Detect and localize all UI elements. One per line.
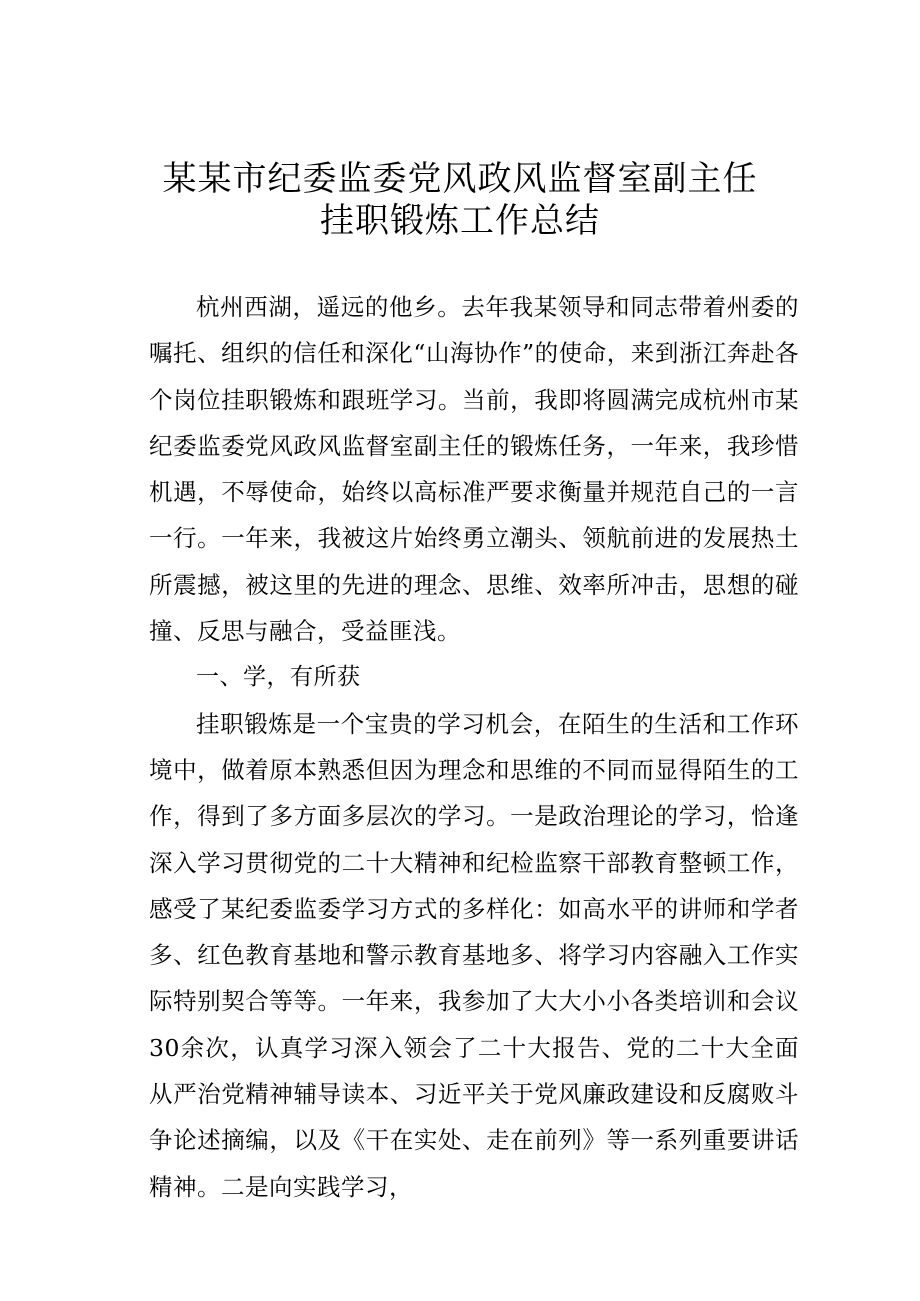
document-title-line-1: 某某市纪委监委党风政风监督室副主任 [162,159,758,199]
document-title-line-2: 挂职锻炼工作总结 [320,201,600,241]
document-body [149,284,799,1210]
learning-paragraph: 挂职锻炼是一个宝贵的学习机会，在陌生的生活和工作环境中，做着原本熟悉但因为理念和思维的不同而显得陌生的工作，得到了多方面多层次的学习。一是政治理论的学习，恰逢深入学习贯彻党的二十大精神和纪检监察干部教育整顿工作，感受了某纪委监委学习方式的多样化：如高水平的讲师和学者多、红色教育基地和警示教育基地多、将学习内容融入工作实际特别契合等等。一年来，我参加了大大小小各类培训和会议30余次，认真学习深入领会了二十大报告、党的二十大全面从严治党精神辅导读本、习近平关于党风廉政建设和反腐败斗争论述摘编，以及《干在实处、走在前列》等一系列重要讲话精神。二是向实践学习， [149,709,799,1201]
intro-paragraph: 杭州西湖，遥远的他乡。去年我某领导和同志带着州委的嘱托、组织的信任和深化“山海协作”的使命，来到浙江奔赴各个岗位挂职锻炼和跟班学习。当前，我即将圆满完成杭州市某纪委监委党风政风监督室副主任的锻炼任务，一年来，我珍惜机遇，不辱使命，始终以高标准严要求衡量并规范自己的一言一行。一年来，我被这片始终勇立潮头、领航前进的发展热土所震撼，被这里的先进的理念、思维、效率所冲击，思想的碰撞、反思与融合，受益匪浅。 [149,293,799,646]
section-heading-learning: 一、学，有所获 [196,664,361,691]
